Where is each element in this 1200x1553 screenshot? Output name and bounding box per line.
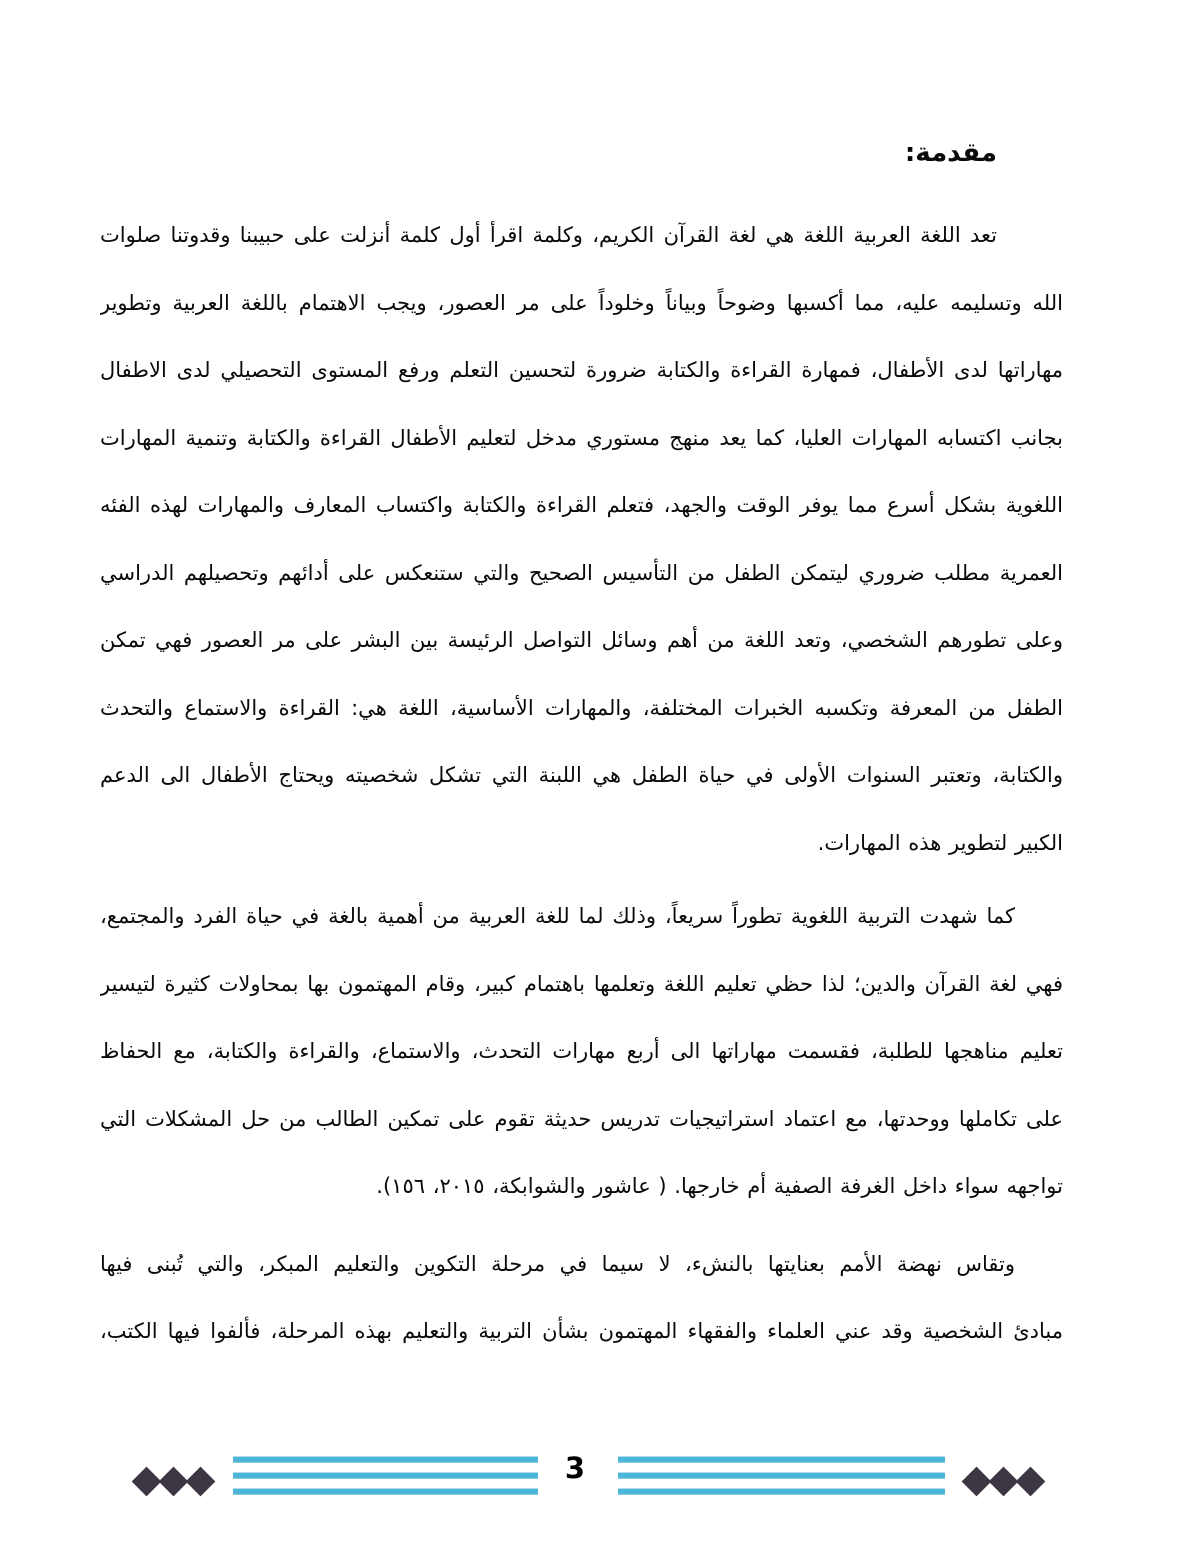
text-line: اللغوية بشكل أسرع مما يوفر الوقت والجهد، فتعلم القراءة والكتابة واكتساب المعارف والمهارات لهذه الفئه [100,493,1063,517]
text-line: الله وتسليمه عليه، مما أكسبها وضوحاً وبياناً وخلوداً على مر العصور، ويجب الاهتمام باللغة العربية وتطوير [100,290,1063,315]
text-line: تعد اللغة العربية اللغة هي لغة القرآن الكريم، وكلمة اقرأ أول كلمة أنزلت على حبيبنا وقدوتنا صلوات [100,223,997,247]
text-line: وعلى تطورهم الشخصي، وتعد اللغة من أهم وسائل التواصل الرئيسة بين البشر على مر العصور فهي تمكن [100,628,1063,652]
text-line: بجانب اكتسابه المهارات العليا، كما يعد منهج مستوري مدخل لتعليم الأطفال القراءة والكتابة وتنمية المهارات [100,425,1063,450]
diamond-icon [132,1467,162,1497]
text-line: تواجهه سواء داخل الغرفة الصفية أم خارجها. ( عاشور والشوابكة، ٢٠١٥، ١٥٦). [376,1174,1063,1198]
footer-divider-lines-left [233,1456,538,1504]
diamond-icon [159,1467,189,1497]
diamond-icon [989,1467,1019,1497]
text-line: الكبير لتطوير هذه المهارات. [817,830,1063,855]
text-line: مهاراتها لدى الأطفال، فمهارة القراءة والكتابة ضرورة لتحسين التعلم ورفع المستوى التحصيلي لدى الاطفال [100,358,1063,382]
text-line: كما شهدت التربية اللغوية تطوراً سريعاً، وذلك لما للغة العربية من أهمية بالغة في حياة الفرد والمجتمع، [100,904,1015,928]
divider-line [233,1488,538,1495]
section-heading: مقدمة: [904,138,997,168]
diamond-icon [1016,1467,1046,1497]
paragraph-1 [100,202,1063,877]
diamond-icon [962,1467,992,1497]
text-line: فهي لغة القرآن والدين؛ لذا حظي تعليم اللغة وتعلمها باهتمام كبير، وقام المهتمون بها بمحاولات كثيرة لتيسير [100,971,1063,996]
divider-line [618,1456,945,1463]
paragraph-3 [100,1231,1063,1366]
footer-divider-lines-right [618,1456,945,1504]
divider-line [233,1472,538,1479]
text-line: الطفل من المعرفة وتكسبه الخبرات المختلفة، والمهارات الأساسية، اللغة هي: القراءة والاستماع والتحدث [100,695,1063,720]
diamond-icon [186,1467,216,1497]
text-line: وتقاس نهضة الأمم بعنايتها بالنشء، لا سيما في مرحلة التكوين والتعليم المبكر، والتي تُبنى فيها [100,1251,1015,1276]
text-line: على تكاملها ووحدتها، مع اعتماد استراتيجيات تدريس حديثة تقوم على تمكين الطالب من حل المشكلات التي [100,1106,1063,1131]
text-line: تعليم مناهجها للطلبة، فقسمت مهاراتها الى أربع مهارات التحدث، والاستماع، والقراءة والكتابة، مع الحفاظ [100,1039,1063,1063]
footer-ornament-right [963,1471,1044,1492]
divider-line [618,1488,945,1495]
footer-ornament-left [133,1471,214,1492]
page-number: 3 [564,1451,586,1485]
text-line: والكتابة، وتعتبر السنوات الأولى في حياة الطفل هي اللبنة التي تشكل شخصيته ويحتاج الأطفال الى الدعم [100,763,1063,787]
divider-line [233,1456,538,1463]
text-line: مبادئ الشخصية وقد عني العلماء والفقهاء المهتمون بشأن التربية والتعليم بهذه المرحلة، فألفوا فيها الكتب، [100,1319,1063,1343]
paragraph-2 [100,883,1063,1221]
text-line: العمرية مطلب ضروري ليتمكن الطفل من التأسيس الصحيح والتي ستنعكس على أدائهم وتحصيلهم الدراسي [100,560,1063,585]
document-body [100,0,1063,1366]
divider-line [618,1472,945,1479]
